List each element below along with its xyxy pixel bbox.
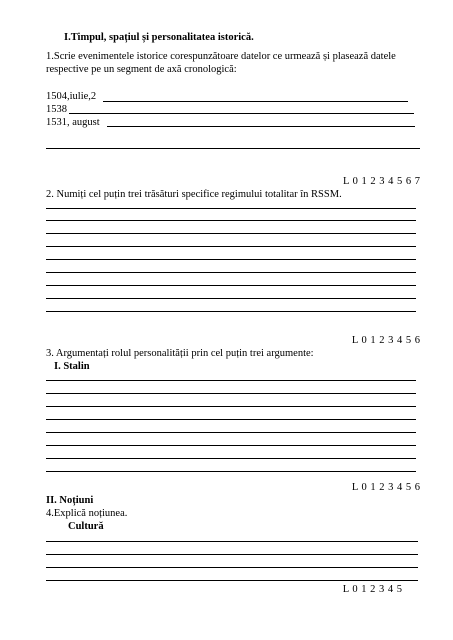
question-2-text: 2. Numiți cel puțin trei trăsături specifice regimului totalitar în RSSM. xyxy=(46,189,342,200)
question-4-subtitle: Cultură xyxy=(68,521,104,532)
answer-line[interactable] xyxy=(46,580,418,581)
date-label-2: 1538 xyxy=(46,104,67,115)
answer-line[interactable] xyxy=(46,471,416,472)
question-1-score: L 0 1 2 3 4 5 6 7 xyxy=(342,176,420,187)
question-4-text: 4.Explică noțiunea. xyxy=(46,508,128,519)
answer-line[interactable] xyxy=(69,113,414,114)
date-label-1: 1504,iulie,2 xyxy=(46,91,97,102)
answer-line[interactable] xyxy=(46,246,416,247)
answer-line[interactable] xyxy=(46,380,416,381)
answer-line[interactable] xyxy=(46,148,420,149)
answer-line[interactable] xyxy=(46,393,416,394)
section-title-1: I.Timpul, spațiul și personalitatea istorică. xyxy=(64,32,254,43)
question-3-text: 3. Argumentați rolul personalității prin cel puțin trei argumente: xyxy=(46,348,314,359)
answer-line[interactable] xyxy=(46,445,416,446)
answer-line[interactable] xyxy=(46,541,418,542)
answer-line[interactable] xyxy=(46,208,416,209)
question-1-text-line1: 1.Scrie evenimentele istorice corespunzătoare datelor ce urmează și plasează datele xyxy=(46,51,396,62)
answer-line[interactable] xyxy=(46,458,416,459)
answer-line[interactable] xyxy=(46,311,416,312)
answer-line[interactable] xyxy=(103,101,408,102)
answer-line[interactable] xyxy=(46,432,416,433)
answer-line[interactable] xyxy=(46,272,416,273)
question-1-text-line2: respective pe un segment de axă cronologică: xyxy=(46,64,237,75)
answer-line[interactable] xyxy=(46,406,416,407)
answer-line[interactable] xyxy=(46,285,416,286)
answer-line[interactable] xyxy=(46,419,416,420)
question-3-subtitle: I. Stalin xyxy=(54,361,90,372)
answer-line[interactable] xyxy=(107,126,415,127)
question-4-score: L 0 1 2 3 4 5 xyxy=(342,584,402,595)
answer-line[interactable] xyxy=(46,554,418,555)
answer-line[interactable] xyxy=(46,220,416,221)
answer-line[interactable] xyxy=(46,298,416,299)
answer-line[interactable] xyxy=(46,233,416,234)
answer-line[interactable] xyxy=(46,259,416,260)
question-3-score: L 0 1 2 3 4 5 6 xyxy=(351,482,420,493)
answer-line[interactable] xyxy=(46,567,418,568)
date-label-3: 1531, august xyxy=(46,117,100,128)
question-2-score: L 0 1 2 3 4 5 6 xyxy=(351,335,420,346)
section-title-2: II. Noțiuni xyxy=(46,495,94,506)
